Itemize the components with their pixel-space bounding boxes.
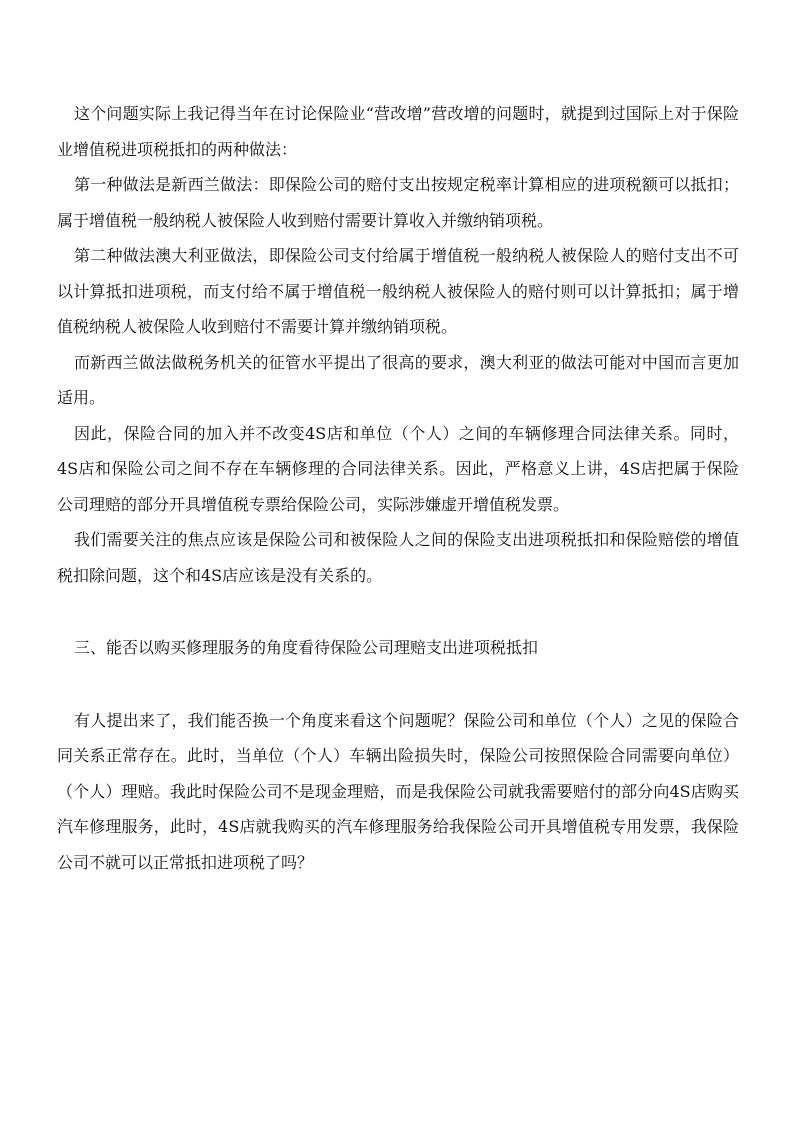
paragraph-focus: 我们需要关注的焦点应该是保险公司和被保险人之间的保险支出进项税抵扣和保险赔偿的增值税扣除问题，这个和4S店应该是没有关系的。: [57, 530, 739, 585]
paragraph-comparison: 而新西兰做法做税务机关的征管水平提出了很高的要求，澳大利亚的做法可能对中国而言更加适用。: [57, 352, 739, 407]
section-heading: 三、能否以购买修理服务的角度看待保险公司理赔支出进项税抵扣: [74, 638, 539, 657]
paragraph-alternative-view: 有人提出来了，我们能否换一个角度来看这个问题呢？保险公司和单位（个人）之见的保险合同关系正常存在。此时，当单位（个人）车辆出险损失时，保险公司按照保险合同需要向单位）（个人）理赔。我此时保险公司不是现金理赔，而是我保险公司就我需要赔付的部分向4S店购买汽车修理服务，此时，4S店就我购买的汽车修理服务给我保险公司开具增值税专用发票，我保险公司不就可以正常抵扣进项税了吗？: [57, 710, 739, 872]
spacer: [57, 593, 739, 630]
document-page: [57, 96, 739, 880]
paragraph-conclusion: 因此，保险合同的加入并不改变4S店和单位（个人）之间的车辆修理合同法律关系。同时，4S店和保险公司之间不存在车辆修理的合同法律关系。因此，严格意义上讲，4S店把属于保险公司理赔的部分开具增值税专票给保险公司，实际涉嫌虚开增值税发票。: [57, 423, 739, 514]
paragraph-australia-method: 第二种做法澳大利亚做法，即保险公司支付给属于增值税一般纳税人被保险人的赔付支出不可以计算抵扣进项税，而支付给不属于增值税一般纳税人被保险人的赔付则可以计算抵扣；属于增值税纳税人被保险人收到赔付不需要计算并缴纳销项税。: [57, 246, 739, 336]
paragraph-new-zealand-method: 第一种做法是新西兰做法：即保险公司的赔付支出按规定税率计算相应的进项税额可以抵扣；属于增值税一般纳税人被保险人收到赔付需要计算收入并缴纳销项税。: [57, 175, 739, 230]
paragraph-intro: 这个问题实际上我记得当年在讨论保险业“营改增”营改增的问题时，就提到过国际上对于保险业增值税进项税抵扣的两种做法：: [57, 104, 739, 159]
spacer: [57, 666, 739, 703]
